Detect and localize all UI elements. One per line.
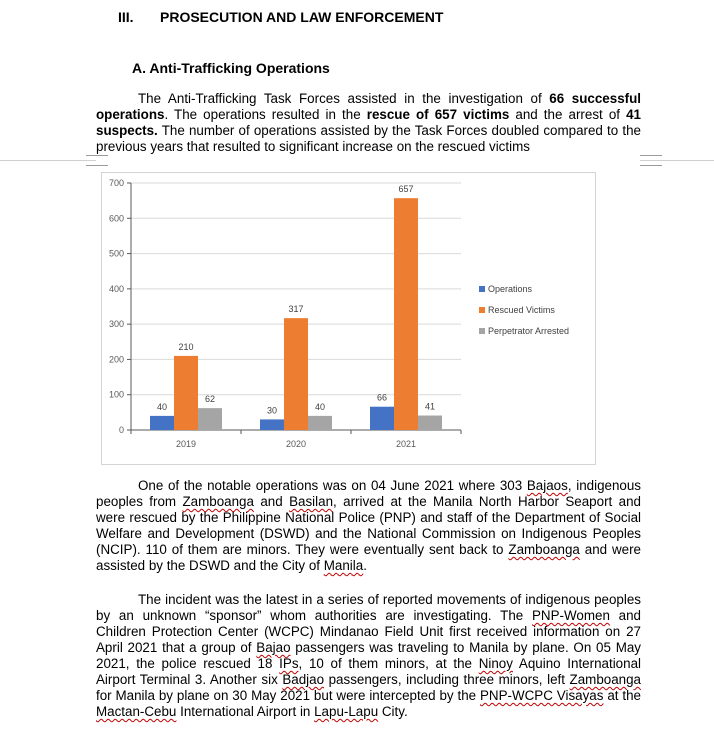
text-run: for Manila by plane on 30 May 2021 but were intercepted by the bbox=[96, 688, 480, 703]
text-run: and bbox=[253, 494, 290, 509]
y-tick-label: 200 bbox=[108, 354, 124, 365]
bar-perpetrator-arrested bbox=[418, 416, 442, 430]
data-label: 62 bbox=[204, 394, 216, 405]
x-tick-label: 2020 bbox=[285, 439, 307, 449]
spellcheck-word: Bajaos bbox=[526, 478, 568, 493]
bar-perpetrator-arrested bbox=[308, 416, 332, 430]
bar-operations bbox=[150, 416, 174, 430]
data-label: 40 bbox=[314, 401, 326, 412]
paragraph-incident-series bbox=[96, 592, 641, 720]
bar-operations bbox=[260, 419, 284, 430]
bold-run: 66 successful operations bbox=[96, 91, 641, 122]
text-run: . The operations resulted in the bbox=[164, 107, 367, 122]
bar-perpetrator-arrested bbox=[198, 408, 222, 430]
legend-label: Rescued Victims bbox=[488, 305, 555, 315]
text-run: and were assisted by the DSWD and the City of bbox=[96, 542, 641, 573]
y-tick-label: 100 bbox=[108, 389, 124, 400]
chart-frame[interactable] bbox=[101, 172, 596, 465]
text-run: Aquino International Airport Terminal 3. Another six bbox=[96, 656, 641, 687]
legend-swatch bbox=[479, 328, 485, 334]
data-label: 40 bbox=[156, 401, 168, 412]
data-label: 41 bbox=[424, 401, 436, 412]
spellcheck-word: PNP-WCPC Visayas bbox=[480, 688, 604, 703]
spellcheck-word: Zamboanga bbox=[182, 494, 254, 509]
chart-legend bbox=[479, 284, 569, 336]
data-label: 210 bbox=[178, 341, 194, 352]
data-label: 66 bbox=[376, 392, 388, 403]
subsection-heading: A. Anti-Trafficking Operations bbox=[132, 60, 330, 76]
spellcheck-word: Zamboanga bbox=[569, 672, 641, 687]
x-tick-label: 2021 bbox=[395, 439, 417, 449]
bar-rescued-victims bbox=[284, 318, 308, 430]
text-run: The number of operations assisted by the Task Forces doubled compared to the previous years that resulted to significant increase on the rescued victims bbox=[96, 123, 641, 154]
data-label: 30 bbox=[266, 405, 278, 416]
text-run: passengers was traveling to Manila by plane. On 05 May 2021, the police rescued 18 bbox=[96, 640, 641, 671]
text-run: City. bbox=[378, 704, 408, 719]
legend-swatch bbox=[479, 286, 485, 292]
section-number: III. bbox=[118, 9, 134, 25]
bar-operations bbox=[370, 407, 394, 430]
text-run: , indigenous peoples from bbox=[96, 478, 641, 509]
section-heading bbox=[118, 9, 443, 25]
data-label: 657 bbox=[398, 184, 414, 195]
spellcheck-word: PNP-Women bbox=[532, 608, 610, 623]
text-run: The Anti-Trafficking Task Forces assisted in the investigation of bbox=[138, 91, 550, 106]
bold-run: rescue of 657 victims bbox=[366, 107, 510, 122]
y-tick-label: 400 bbox=[108, 283, 124, 294]
x-tick-label: 2019 bbox=[175, 439, 197, 449]
legend-label: Operations bbox=[488, 284, 533, 294]
text-run: passengers, including three minors, left bbox=[324, 672, 570, 687]
spellcheck-word: Mactan-Cebu bbox=[96, 704, 177, 719]
page-ruler-line bbox=[0, 160, 96, 161]
bar-rescued-victims bbox=[174, 356, 198, 430]
section-title: PROSECUTION AND LAW ENFORCEMENT bbox=[160, 9, 444, 25]
y-tick-label: 700 bbox=[108, 178, 124, 188]
legend-label: Perpetrator Arrested bbox=[488, 326, 570, 336]
data-label: 317 bbox=[288, 304, 304, 315]
spellcheck-word: Bajao bbox=[256, 640, 291, 655]
spellcheck-word: Ninoy bbox=[478, 656, 513, 671]
text-run: and Children Protection Center (WCPC) Mindanao Field Unit first received information on 27 April 2021 that a group of bbox=[96, 608, 642, 655]
spellcheck-word: IPs bbox=[279, 656, 299, 671]
margin-marker bbox=[640, 155, 662, 166]
bold-run: 41 suspects. bbox=[96, 107, 641, 138]
text-run: The incident was the latest in a series of reported movements of indigenous peoples by an unknown “sponsor” whom authorities are investigating. The bbox=[96, 592, 641, 623]
spellcheck-word: Manila bbox=[323, 558, 364, 573]
text-run: . bbox=[363, 558, 367, 573]
spellcheck-word: Lapu-Lapu bbox=[314, 704, 379, 719]
text-run: International Airport in bbox=[176, 704, 315, 719]
bar-rescued-victims bbox=[394, 198, 418, 430]
spellcheck-word: Basilan bbox=[289, 494, 334, 509]
paragraph-notable-operation bbox=[96, 478, 641, 574]
anti-trafficking-bar-chart bbox=[102, 173, 595, 464]
legend-swatch bbox=[479, 307, 485, 313]
text-run: at the bbox=[603, 688, 641, 703]
spellcheck-word: Zamboanga bbox=[508, 542, 580, 557]
spellcheck-word: Badjao bbox=[282, 672, 325, 687]
paragraph-operations-summary bbox=[96, 91, 641, 155]
y-tick-label: 500 bbox=[108, 248, 124, 259]
y-tick-label: 600 bbox=[108, 213, 124, 224]
y-tick-label: 300 bbox=[108, 319, 124, 330]
text-run: , 10 of them minors, at the bbox=[298, 656, 479, 671]
y-tick-label: 0 bbox=[118, 425, 124, 435]
text-run: One of the notable operations was on 04 June 2021 where 303 bbox=[138, 478, 527, 493]
margin-marker bbox=[86, 155, 108, 166]
text-run: and the arrest of bbox=[509, 107, 627, 122]
text-run: , arrived at the Manila North Harbor Seaport and were rescued by the Philippine National Police (PNP) and staff of the Department of Social Welfare and Development (DSWD) and the National Commission on Indigenous Peoples (NCIP). 110 of them are minors. They were eventually sent back to bbox=[96, 494, 641, 557]
